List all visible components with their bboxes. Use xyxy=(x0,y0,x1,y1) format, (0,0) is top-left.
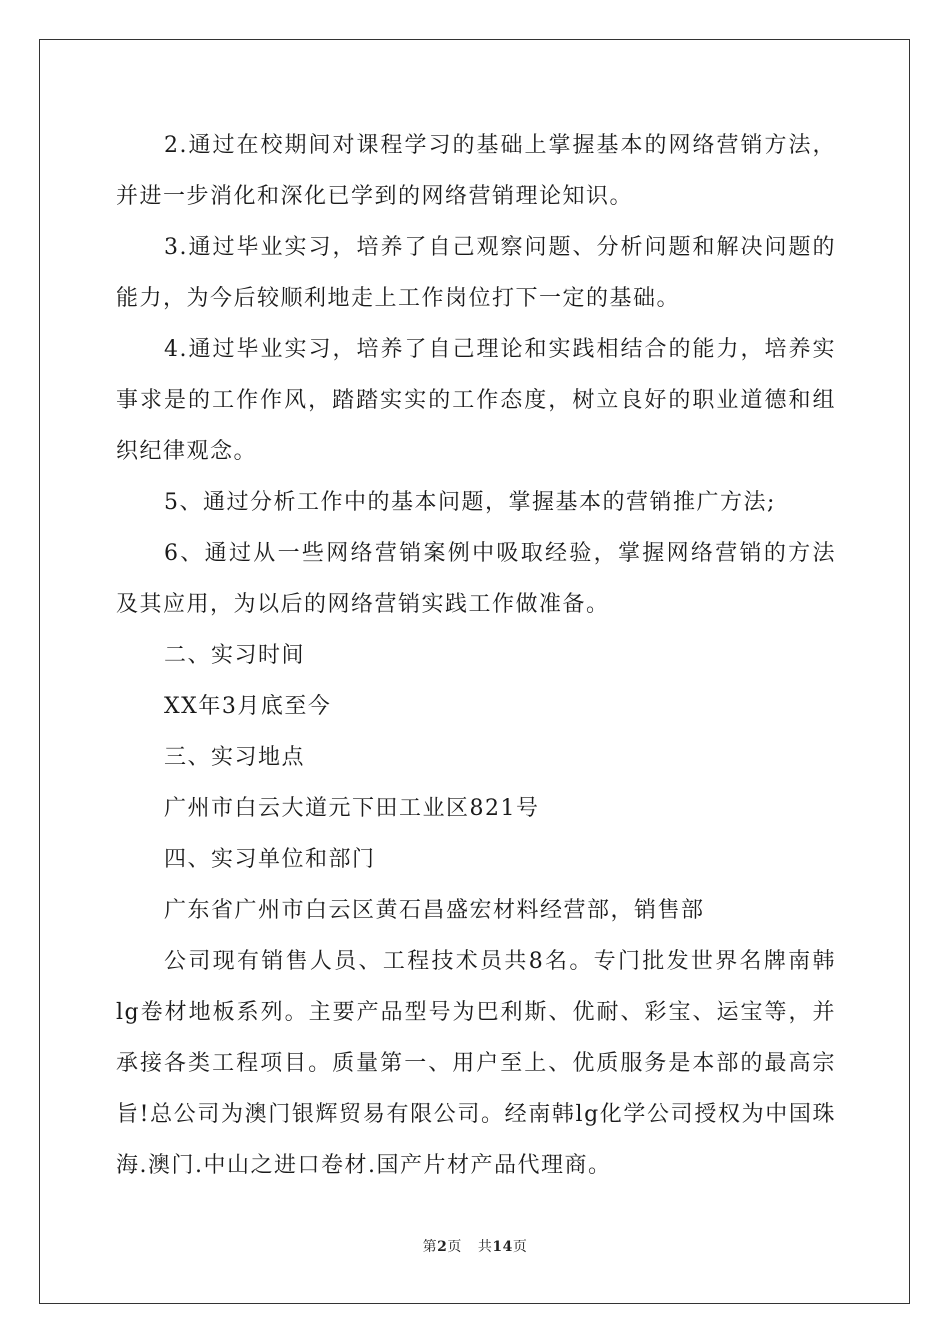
heading-internship-location: 三、实习地点 xyxy=(164,745,306,770)
paragraph-objective-2: 2.通过在校期间对课程学习的基础上掌握基本的网络营销方法，并进一步消化和深化已学到的网络营销理论知识。 xyxy=(116,133,836,209)
paragraph-objective-3: 3.通过毕业实习，培养了自己观察问题、分析问题和解决问题的能力，为今后较顺利地走上工作岗位打下一定的基础。 xyxy=(116,235,836,311)
paragraph-company-description: 公司现有销售人员、工程技术员共8名。专门批发世界名牌南韩lg卷材地板系列。主要产品型号为巴利斯、优耐、彩宝、运宝等，并承接各类工程项目。质量第一、用户至上、优质服务是本部的最高宗旨!总公司为澳门银辉贸易有限公司。经南韩lg化学公司授权为中国珠海.澳门.中山之进口卷材.国产片材产品代理商。 xyxy=(116,949,836,1178)
footer-total-prefix: 共 xyxy=(477,1239,493,1255)
paragraph-internship-location: 广州市白云大道元下田工业区821号 xyxy=(164,796,540,821)
footer-page-prefix: 第 xyxy=(422,1239,438,1255)
paragraph-internship-time: XX年3月底至今 xyxy=(164,694,332,719)
document-body xyxy=(116,120,836,1191)
footer-page-total: 14 xyxy=(492,1239,513,1255)
footer-total-suffix: 页 xyxy=(512,1239,528,1255)
paragraph-objective-5: 5、通过分析工作中的基本问题，掌握基本的营销推广方法; xyxy=(164,490,776,515)
footer-page-suffix: 页 xyxy=(447,1239,462,1255)
page-footer xyxy=(0,1236,950,1256)
heading-internship-unit: 四、实习单位和部门 xyxy=(164,847,376,872)
paragraph-objective-6: 6、通过从一些网络营销案例中吸取经验，掌握网络营销的方法及其应用，为以后的网络营销实践工作做准备。 xyxy=(116,541,836,617)
paragraph-objective-4: 4.通过毕业实习，培养了自己理论和实践相结合的能力，培养实事求是的工作作风，踏踏实实的工作态度，树立良好的职业道德和组织纪律观念。 xyxy=(116,337,836,464)
footer-page-current: 2 xyxy=(437,1239,448,1255)
paragraph-internship-unit: 广东省广州市白云区黄石昌盛宏材料经营部，销售部 xyxy=(164,898,705,923)
heading-internship-time: 二、实习时间 xyxy=(164,643,306,668)
